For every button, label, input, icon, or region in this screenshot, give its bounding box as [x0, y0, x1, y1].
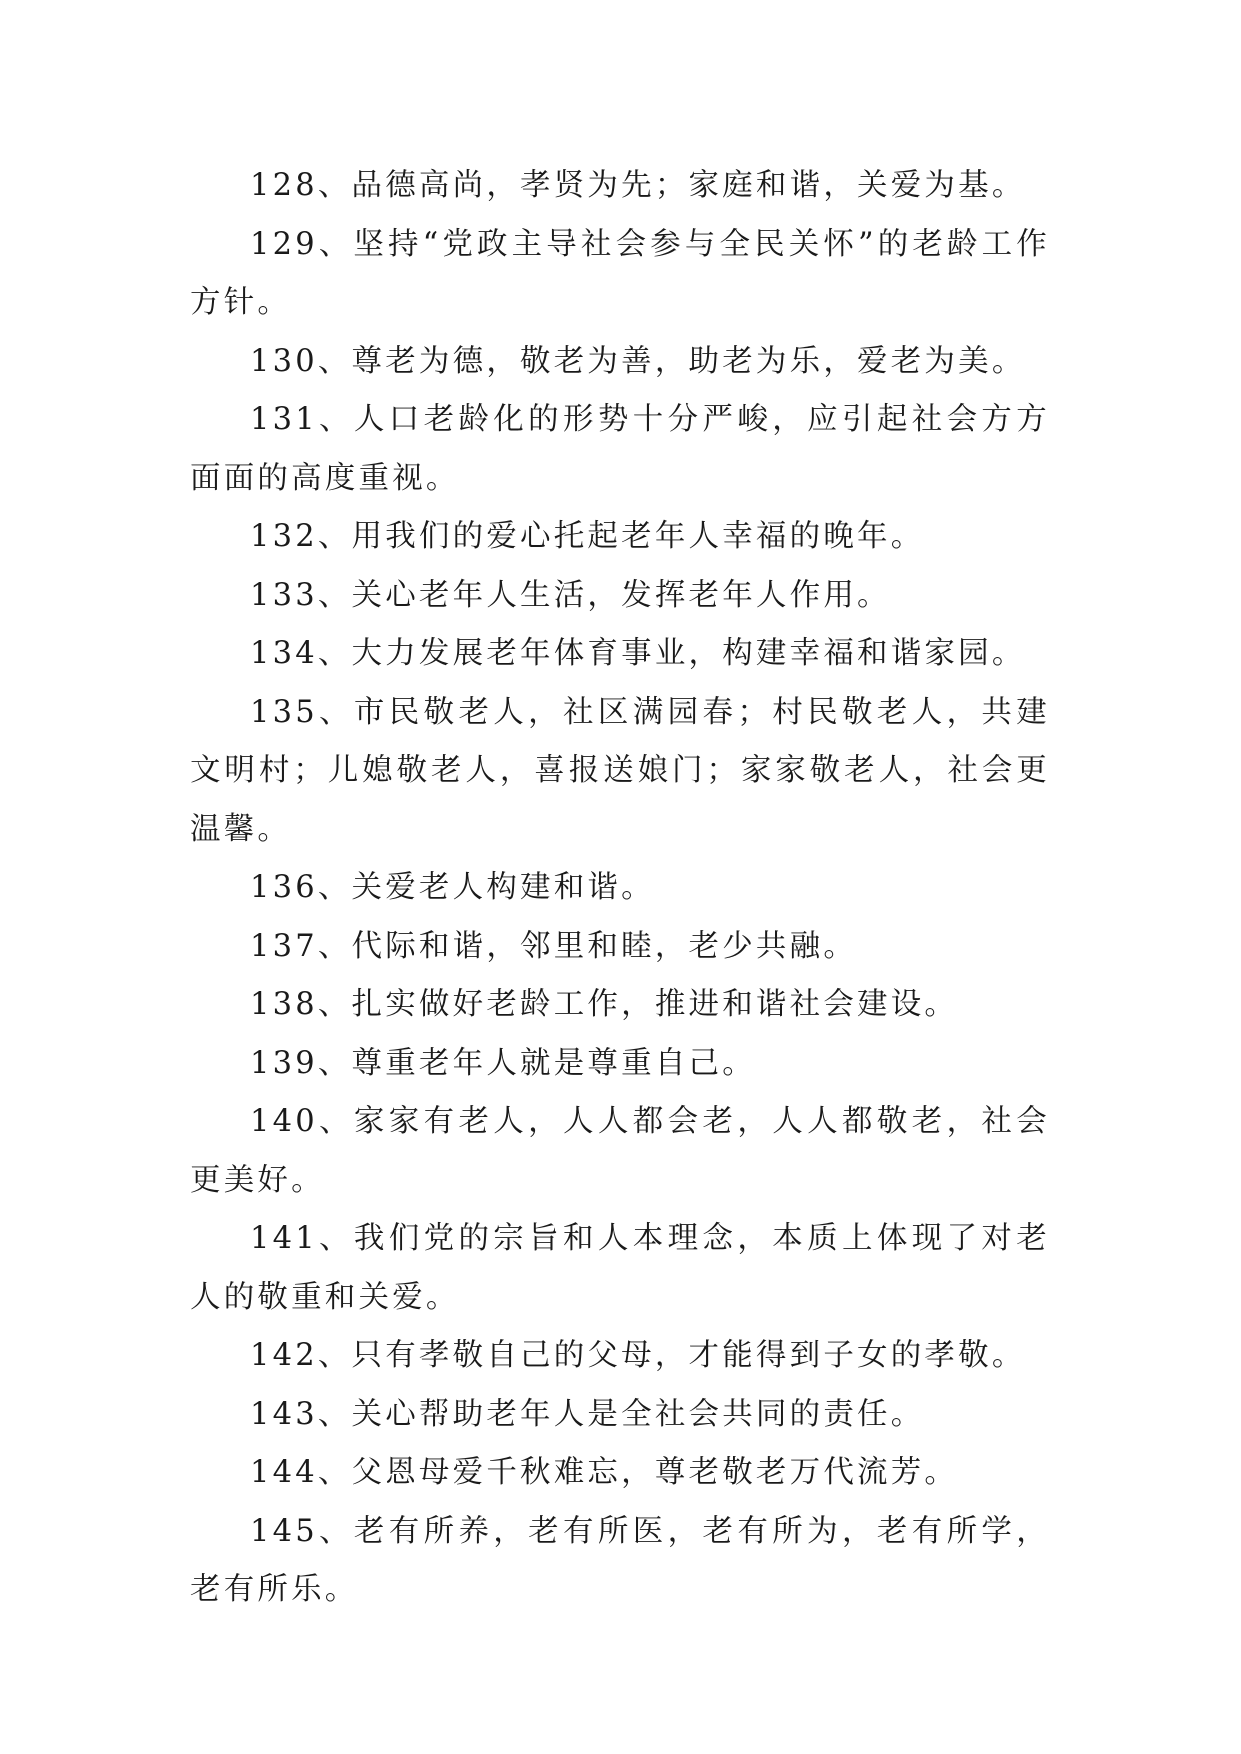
paragraph-130: 130、尊老为德，敬老为善，助老为乐，爱老为美。 — [250, 343, 1026, 379]
paragraph-136: 136、关爱老人构建和谐。 — [250, 870, 655, 905]
document-body — [190, 157, 1050, 1620]
paragraph-145: 145、老有所养，老有所医，老有所为，老有所学，老有所乐。 — [190, 1513, 1050, 1607]
paragraph-134: 134、大力发展老年体育事业，构建幸福和谐家园。 — [250, 636, 1026, 671]
paragraph-133: 133、关心老年人生活，发挥老年人作用。 — [250, 577, 891, 613]
paragraph-132: 132、用我们的爱心托起老年人幸福的晚年。 — [250, 519, 925, 554]
paragraph-143: 143、关心帮助老年人是全社会共同的责任。 — [250, 1396, 925, 1432]
paragraph-141: 141、我们党的宗旨和人本理念，本质上体现了对老人的敬重和关爱。 — [190, 1221, 1050, 1315]
paragraph-135: 135、市民敬老人，社区满园春；村民敬老人，共建文明村；儿媳敬老人，喜报送娘门；家家敬老人，社会更温馨。 — [190, 694, 1050, 847]
paragraph-144: 144、父恩母爱千秋难忘，尊老敬老万代流芳。 — [250, 1455, 959, 1490]
paragraph-137: 137、代际和谐，邻里和睦，老少共融。 — [250, 928, 858, 964]
paragraph-131: 131、人口老龄化的形势十分严峻，应引起社会方方面面的高度重视。 — [190, 402, 1050, 496]
paragraph-138: 138、扎实做好老龄工作，推进和谐社会建设。 — [250, 987, 959, 1022]
paragraph-142: 142、只有孝敬自己的父母，才能得到子女的孝敬。 — [250, 1338, 1026, 1373]
paragraph-140: 140、家家有老人，人人都会老，人人都敬老，社会更美好。 — [190, 1104, 1050, 1198]
paragraph-129: 129、坚持“党政主导社会参与全民关怀”的老龄工作方针。 — [190, 226, 1050, 320]
paragraph-128: 128、品德高尚，孝贤为先；家庭和谐，关爱为基。 — [250, 168, 1026, 203]
paragraph-139: 139、尊重老年人就是尊重自己。 — [250, 1045, 756, 1081]
